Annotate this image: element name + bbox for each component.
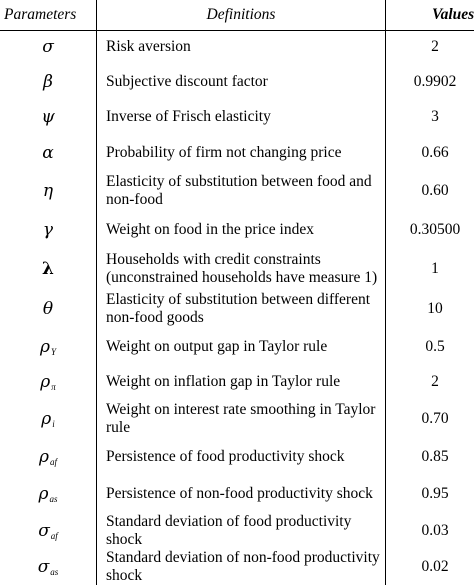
symbol-subscript: as — [49, 493, 58, 504]
parameter-definition: Standard deviation of food productivity shock — [106, 512, 352, 548]
symbol-glyph: β — [43, 71, 53, 92]
symbol-glyph: λ — [42, 259, 54, 279]
symbol-glyph: η — [42, 181, 54, 201]
table-row — [0, 171, 474, 211]
parameter-value: 0.9902 — [413, 72, 457, 90]
parameter-value: 2 — [431, 38, 439, 55]
parameter-symbol — [0, 249, 96, 289]
parameter-value: 0.5 — [425, 337, 445, 355]
symbol-glyph: σ — [42, 37, 54, 57]
parameter-definition: Weight on output gap in Taylor rule — [106, 337, 328, 355]
parameter-definition: Elasticity of substitution between food and non-food — [106, 173, 372, 208]
parameter-value: 1 — [431, 260, 439, 277]
table-row — [0, 549, 474, 585]
symbol-glyph: ψ — [41, 107, 55, 127]
symbol-glyph: ρ — [39, 336, 50, 357]
parameter-symbol — [0, 328, 96, 365]
parameter-symbol — [0, 211, 96, 249]
symbol-subscript: af — [49, 457, 57, 467]
symbol-glyph: θ — [42, 298, 54, 319]
symbol-subscript: i — [52, 419, 55, 429]
parameter-symbol — [0, 30, 96, 64]
parameter-definition: Weight on inflation gap in Taylor rule — [106, 373, 341, 390]
symbol-subscript: af — [50, 530, 58, 541]
parameter-value: 0.95 — [421, 484, 449, 502]
symbol-glyph: ρ — [40, 372, 51, 392]
table-row — [0, 211, 474, 249]
table-row — [0, 328, 474, 365]
parameter-symbol — [0, 439, 96, 475]
parameter-definition: Standard deviation of non-food productivity shock — [106, 549, 380, 584]
parameter-symbol — [0, 289, 96, 328]
symbol-glyph: ρ — [41, 409, 52, 429]
parameter-value: 0.02 — [421, 558, 449, 575]
symbol-subscript: π — [51, 382, 56, 392]
parameter-value: 0.70 — [421, 410, 449, 427]
parameter-definition: Inverse of Frisch elasticity — [106, 108, 271, 125]
parameter-value: 0.30500 — [409, 221, 461, 238]
parameter-symbol — [0, 64, 96, 99]
symbol-glyph: ρ — [38, 483, 49, 504]
symbol-subscript: as — [50, 567, 59, 577]
header-parameters: Parameters — [4, 6, 77, 23]
parameter-definition: Subjective discount factor — [106, 72, 268, 90]
parameter-value: 0.66 — [421, 144, 449, 161]
table-row — [0, 30, 474, 64]
parameter-value: 0.85 — [421, 448, 449, 465]
table-row — [0, 365, 474, 399]
table-row — [0, 289, 474, 328]
table-row — [0, 249, 474, 289]
parameter-definition: Households with credit constraints (unconstrained households have measure 1) — [106, 251, 378, 286]
parameter-value: 3 — [431, 108, 439, 125]
symbol-glyph: γ — [42, 220, 54, 240]
parameter-symbol — [0, 399, 96, 439]
parameter-definition: Probability of firm not changing price — [106, 144, 342, 161]
parameter-definition: Risk aversion — [106, 38, 191, 55]
parameter-value: 0.03 — [421, 521, 449, 539]
parameter-value: 10 — [427, 299, 443, 317]
symbol-subscript: Y — [50, 346, 56, 357]
table-row — [0, 135, 474, 171]
parameter-symbol — [0, 512, 96, 549]
parameter-value: 0.60 — [421, 182, 449, 199]
parameter-definition: Persistence of food productivity shock — [106, 448, 345, 465]
symbol-glyph: α — [42, 143, 54, 163]
parameter-symbol — [0, 135, 96, 171]
symbol-glyph: σ — [37, 557, 50, 577]
parameter-symbol — [0, 99, 96, 135]
parameter-symbol — [0, 549, 96, 585]
parameter-value: 2 — [431, 373, 439, 390]
table-row — [0, 399, 474, 439]
table-row — [0, 439, 474, 475]
header-values: Values — [432, 6, 474, 23]
parameter-definition: Weight on interest rate smoothing in Taylor rule — [106, 401, 376, 436]
parameter-definition: Elasticity of substitution between different non-food goods — [106, 290, 371, 326]
table-row — [0, 475, 474, 512]
parameter-symbol — [0, 171, 96, 211]
table-row — [0, 99, 474, 135]
symbol-glyph: σ — [38, 520, 50, 541]
symbol-glyph: ρ — [38, 447, 49, 467]
header-definitions: Definitions — [206, 6, 276, 23]
parameter-definition: Weight on food in the price index — [106, 221, 314, 238]
table-row — [0, 512, 474, 549]
table-row — [0, 64, 474, 99]
parameter-definition: Persistence of non-food productivity shock — [106, 484, 373, 502]
header-row — [0, 0, 474, 30]
parameter-symbol — [0, 475, 96, 512]
parameter-symbol — [0, 365, 96, 399]
